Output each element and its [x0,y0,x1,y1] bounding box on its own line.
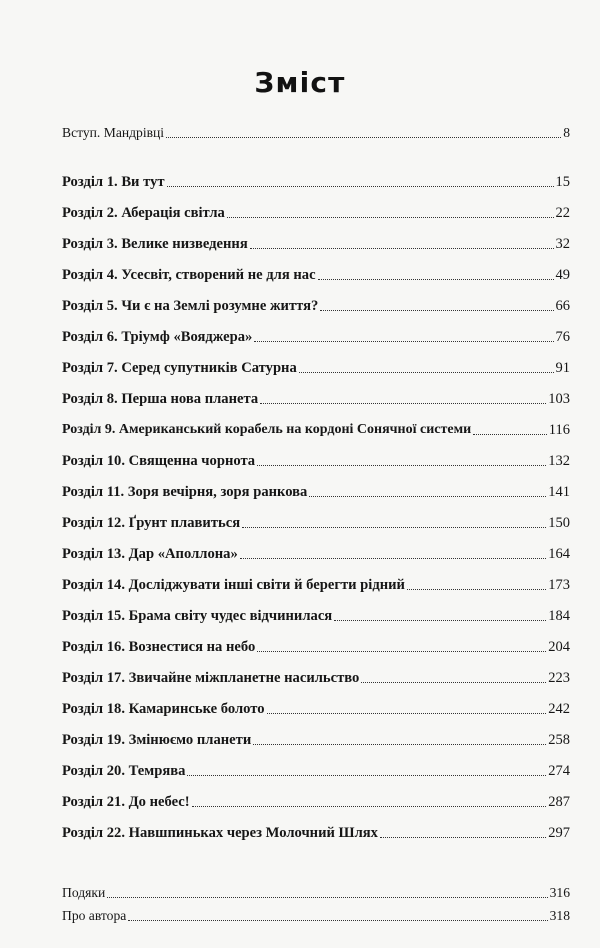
toc-entry-label: Розділ 17. Звичайне міжпланетне насильство [62,670,360,686]
leader-dots [361,681,546,683]
leader-dots [227,216,554,218]
leader-dots [260,402,546,404]
toc-entry-chapter [62,512,570,532]
toc-entry-label: Розділ 10. Священна чорнота [62,453,256,469]
toc-entry-chapter [62,636,570,656]
leader-dots [473,433,547,435]
toc-entry-label: Розділ 11. Зоря вечірня, зоря ранкова [62,484,308,500]
toc-entry-page: 274 [548,763,570,779]
toc-entry-chapter [62,264,570,284]
toc-entry-label: Розділ 20. Темрява [62,763,186,779]
toc-entry-page: 184 [548,608,570,624]
toc-entry-label: Розділ 14. Досліджувати інші світи й берегти рідний [62,577,405,593]
toc-entry-label: Розділ 7. Серед супутників Сатурна [62,360,297,376]
leader-dots [299,371,554,373]
page-title: Зміст [254,66,346,99]
toc-entry-page: 297 [548,825,570,841]
toc-entry-label: Розділ 18. Камаринське болото [62,701,265,717]
leader-dots [254,340,553,342]
toc-entry-label: Розділ 3. Велике низведення [62,236,248,252]
toc-entry-chapter [62,202,570,222]
toc-entry-label: Розділ 16. Вознестися на небо [62,639,256,655]
toc-entry-page: 8 [563,125,570,140]
toc-entry-page: 116 [548,422,570,438]
toc-entry-page: 49 [555,267,570,283]
toc-entry-label: Розділ 13. Дар «Аполлона» [62,546,238,562]
toc-entry-about-author [62,905,570,925]
leader-dots [250,247,554,249]
toc-entry-chapter [62,698,570,718]
toc-entry-page: 204 [548,639,570,655]
leader-dots [407,588,546,590]
leader-dots [334,619,546,621]
toc-entry-page: 132 [548,453,570,469]
leader-dots [107,896,547,898]
toc-entry-page: 287 [548,794,570,810]
toc-entry-label: Розділ 19. Змінюємо планети [62,732,252,748]
toc-entry-label: Про автора [62,908,127,923]
toc-entry-page: 258 [548,732,570,748]
toc-entry-chapter [62,419,570,439]
toc-entry-acknowledgments [62,882,570,902]
toc-entry-label: Розділ 2. Аберація світла [62,205,225,221]
toc-entry-page: 316 [549,885,570,900]
toc-entry-chapter [62,729,570,749]
toc-entry-chapter [62,481,570,501]
toc-entry-chapter [62,574,570,594]
toc-entry-label: Розділ 21. До небес! [62,794,190,810]
toc-entry-chapter [62,791,570,811]
toc-entry-label: Розділ 9. Американський корабель на кордоні Сонячної системи [62,422,472,437]
leader-dots [267,712,547,714]
toc-entry-chapter [62,822,570,842]
toc-entry-chapter [62,326,570,346]
toc-entry-page: 242 [548,701,570,717]
toc-entry-page: 91 [555,360,570,376]
toc-entry-page: 15 [555,174,570,190]
leader-dots [257,464,546,466]
toc-entry-label: Подяки [62,885,106,900]
leader-dots [242,526,546,528]
toc-entry-page: 22 [555,205,570,221]
toc-entry-label: Розділ 6. Тріумф «Вояджера» [62,329,253,345]
toc-entry-chapter [62,543,570,563]
toc-entry-label: Розділ 4. Усесвіт, створений не для нас [62,267,316,283]
leader-dots [380,836,546,838]
leader-dots [240,557,547,559]
toc-entry-chapter [62,357,570,377]
toc-entry-intro [62,122,570,142]
toc-entry-page: 318 [549,908,570,923]
toc-entry-chapter [62,295,570,315]
leader-dots [192,805,547,807]
toc-entry-page: 32 [555,236,570,252]
leader-dots [166,136,561,138]
leader-dots [320,309,553,311]
toc-entry-chapter [62,171,570,191]
leader-dots [128,919,547,921]
leader-dots [167,185,554,187]
toc-entry-label: Розділ 5. Чи є на Землі розумне життя? [62,298,319,314]
toc-entry-page: 150 [548,515,570,531]
toc-entry-chapter [62,388,570,408]
toc-entry-chapter [62,233,570,253]
leader-dots [309,495,546,497]
toc-entry-page: 141 [548,484,570,500]
leader-dots [253,743,546,745]
toc-entry-page: 76 [555,329,570,345]
toc-entry-page: 164 [548,546,570,562]
toc-entry-chapter [62,450,570,470]
toc-entry-page: 173 [548,577,570,593]
leader-dots [257,650,546,652]
leader-dots [318,278,554,280]
toc-entry-label: Розділ 12. Ґрунт плавиться [62,515,241,531]
toc-entry-label: Розділ 1. Ви тут [62,174,165,190]
toc-entry-label: Розділ 15. Брама світу чудес відчинилася [62,608,333,624]
toc-entry-page: 66 [555,298,570,314]
leader-dots [187,774,546,776]
toc-entry-chapter [62,605,570,625]
toc-entry-chapter [62,760,570,780]
toc-entry-chapter [62,667,570,687]
toc-entry-page: 103 [548,391,570,407]
toc-entry-label: Розділ 8. Перша нова планета [62,391,259,407]
toc-entry-label: Розділ 22. Навшпиньках через Молочний Шлях [62,825,378,841]
toc-entry-label: Вступ. Мандрівці [62,125,165,140]
toc-entry-page: 223 [548,670,570,686]
